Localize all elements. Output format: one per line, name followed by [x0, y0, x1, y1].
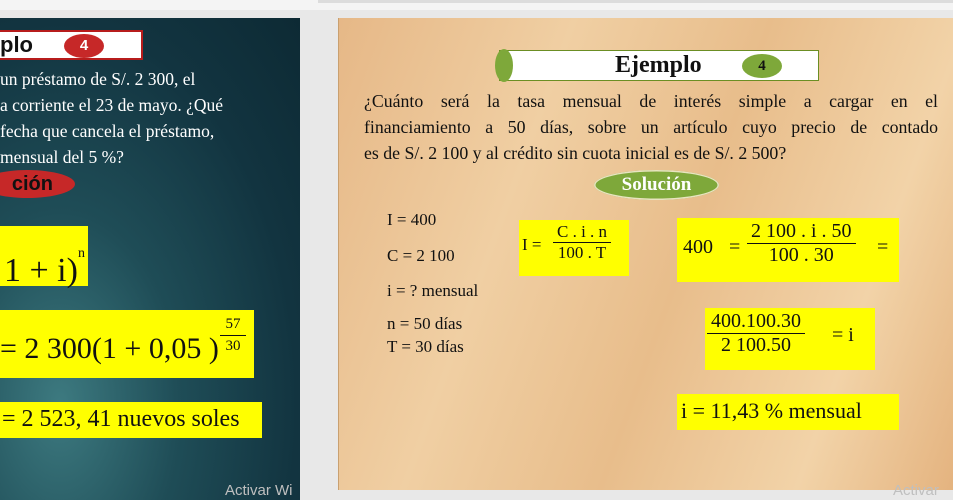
- final-result: i = 11,43 % mensual: [677, 394, 899, 430]
- example-title: Ejemplo: [615, 52, 702, 78]
- left-formula1-text: 1 + i): [4, 252, 78, 289]
- left-formula2-exp-num: 57: [225, 316, 241, 332]
- formula2-denominator: 100 . 30: [768, 244, 834, 266]
- formula3-denominator: 2 100.50: [721, 334, 791, 356]
- left-formula1-exponent: n: [77, 246, 85, 261]
- formula2-fraction: [747, 220, 856, 267]
- top-divider: [318, 0, 953, 3]
- left-example-title: [0, 30, 143, 60]
- top-strip: [0, 0, 953, 10]
- left-result: = 2 523, 41 nuevos soles: [0, 402, 262, 438]
- formula3-numerator: 400.100.30: [711, 310, 801, 332]
- problem-statement: [364, 88, 938, 166]
- left-problem-line: fecha que cancela el préstamo,: [0, 121, 215, 141]
- activation-watermark-right: Activar: [893, 482, 939, 499]
- left-problem-line: mensual del 5 %?: [0, 147, 124, 167]
- variable-n: n = 50 días: [387, 314, 463, 333]
- formula2-equals: =: [729, 236, 741, 258]
- banner-tab-decoration: [495, 49, 513, 82]
- problem-line: financiamiento a 50 días, sobre un artículo cuyo precio de contado: [364, 117, 938, 137]
- variable-T: T = 30 días: [387, 337, 464, 356]
- formula1-denominator: 100 . T: [557, 243, 607, 262]
- formula1-fraction: [553, 222, 611, 263]
- example-number-badge: 4: [742, 54, 782, 78]
- left-formula2-exponent: [220, 316, 246, 355]
- formula2-numerator: 2 100 . i . 50: [751, 220, 852, 242]
- left-formula2-text: = 2 300(1 + 0,05 ): [0, 332, 219, 365]
- left-solution-badge: ción: [0, 170, 75, 198]
- formula2-trailing-equals: =: [877, 236, 889, 258]
- left-problem-line: un préstamo de S/. 2 300, el: [0, 69, 196, 89]
- variable-I: I = 400: [387, 210, 437, 229]
- problem-line: ¿Cuánto será la tasa mensual de interés simple a cargar en el: [364, 91, 938, 111]
- formula3-rhs: = i: [832, 324, 854, 346]
- activation-watermark-left: Activar Wi: [225, 482, 293, 499]
- problem-line: es de S/. 2 100 y al crédito sin cuota inicial es de S/. 2 500?: [364, 143, 787, 163]
- fraction-bar: [220, 335, 246, 336]
- formula1-lhs: I =: [522, 235, 542, 254]
- left-title-text: plo: [0, 32, 33, 57]
- formula1-numerator: C . i . n: [557, 222, 608, 241]
- left-formula2-exp-den: 30: [225, 338, 241, 354]
- solution-badge: Solución: [594, 170, 719, 200]
- formula3-fraction: [707, 310, 805, 357]
- example-title-banner: [499, 50, 819, 81]
- left-example-number-badge: 4: [64, 34, 104, 58]
- left-problem-line: a corriente el 23 de mayo. ¿Qué: [0, 95, 224, 115]
- variable-i: i = ? mensual: [387, 281, 479, 300]
- variable-C: C = 2 100: [387, 246, 455, 265]
- left-formula-substituted: [0, 310, 254, 378]
- formula-solve-i: [705, 308, 875, 370]
- formula2-lhs: 400: [683, 236, 713, 258]
- left-problem-text: [0, 66, 268, 170]
- formula-simple-interest: [519, 220, 629, 276]
- left-formula-compound: [0, 226, 88, 289]
- main-slide-canvas[interactable]: [338, 18, 953, 490]
- formula-substitution: [677, 218, 899, 282]
- left-slide-thumbnail[interactable]: [0, 18, 300, 500]
